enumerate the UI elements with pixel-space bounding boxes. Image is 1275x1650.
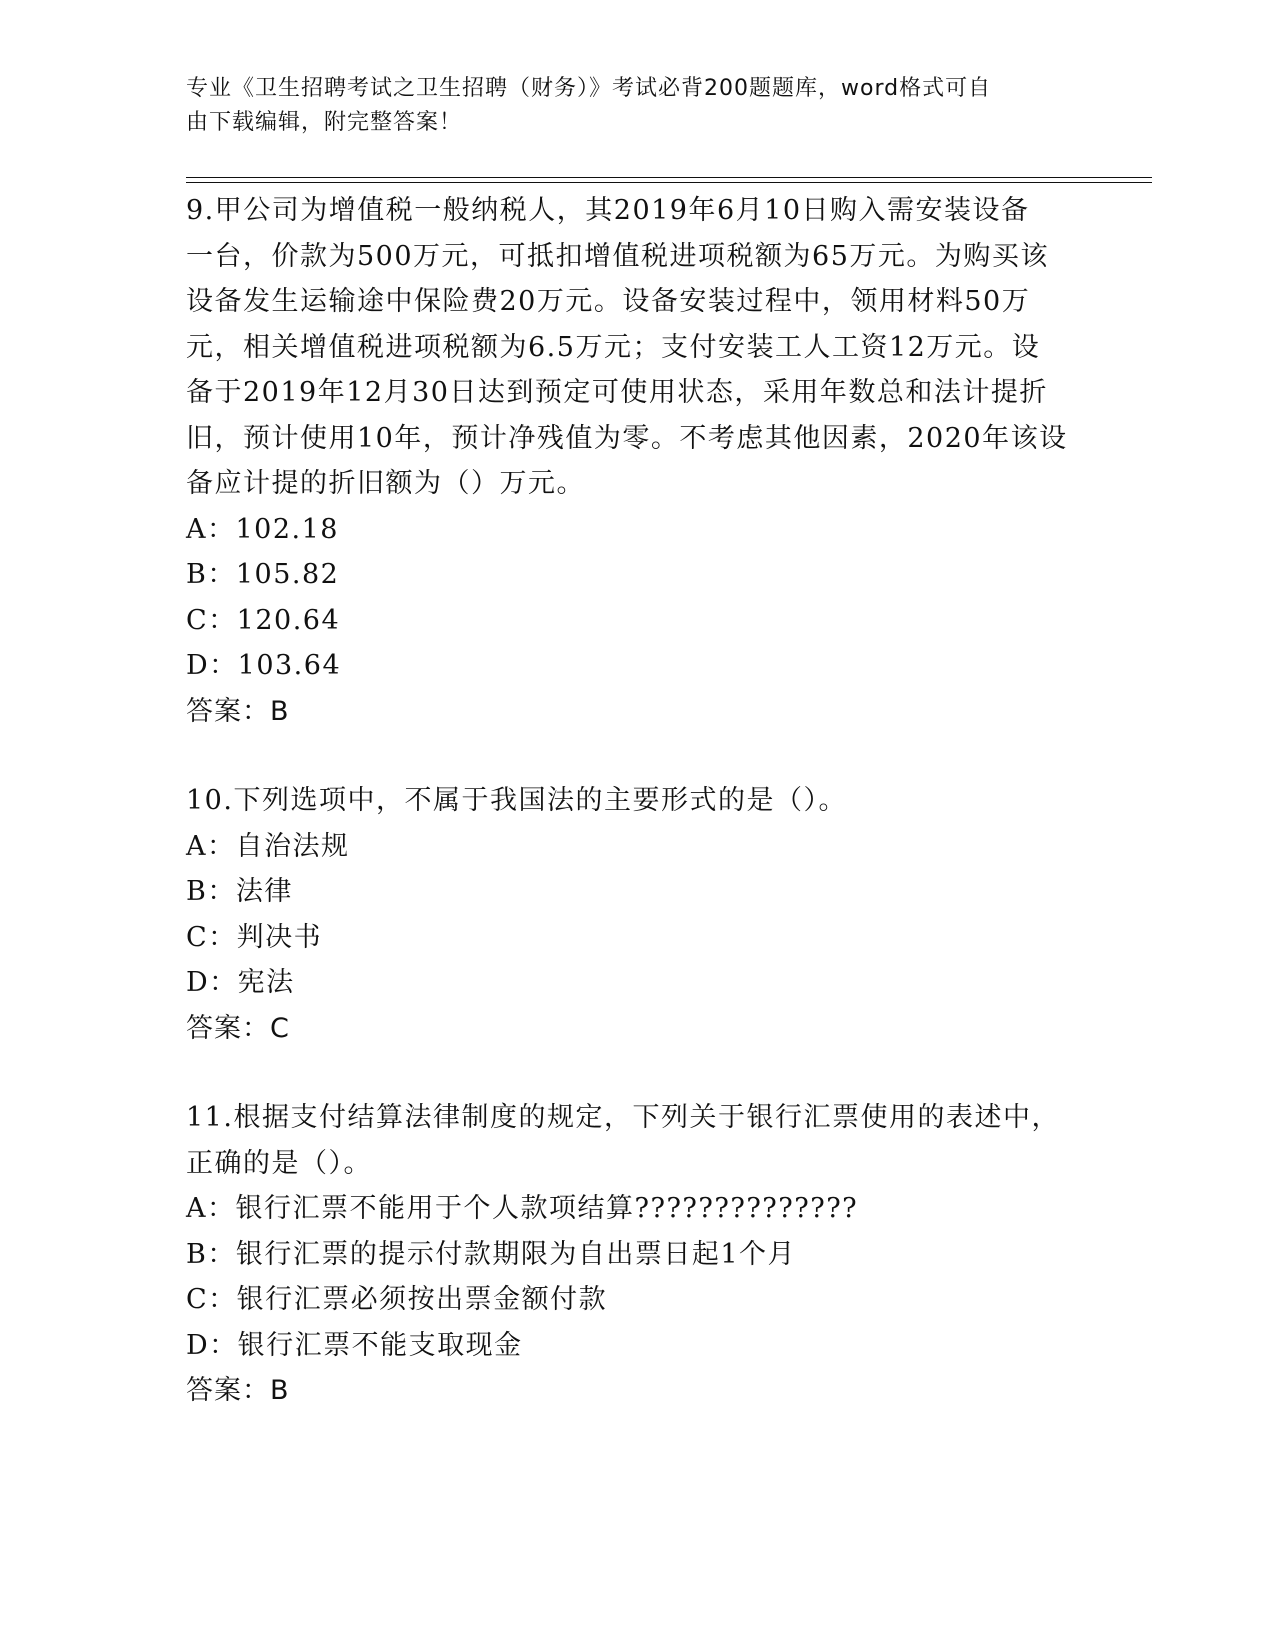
question-stem-line: 9.甲公司为增值税一般纳税人，其2019年6月10日购入需安装设备 [186, 195, 1030, 226]
header-line-1: 专业《卫生招聘考试之卫生招聘（财务）》考试必背200题题库，word格式可自 [186, 76, 992, 101]
question-stem-line: 备应计提的折旧额为（）万元。 [186, 468, 585, 499]
answer-option: A：银行汇票不能用于个人款项结算?????????????? [186, 1193, 859, 1224]
answer-option: A：102.18 [186, 513, 339, 545]
answer-option: D：宪法 [186, 967, 295, 998]
question-stem-line: 设备发生运输途中保险费20万元。设备安装过程中，领用材料50万 [186, 286, 1031, 317]
answer-option: C：银行汇票必须按出票金额付款 [186, 1284, 608, 1315]
question-stem-line: 正确的是（）。 [186, 1147, 372, 1179]
header-divider-top [186, 177, 1152, 178]
question-block [186, 188, 1086, 734]
question-stem-line: 旧，预计使用10年，预计净残值为零。不考虑其他因素，2020年该设 [186, 422, 1068, 454]
answer-option: C：判决书 [186, 921, 323, 953]
question-block [186, 778, 1086, 1051]
header-line-2: 由下载编辑，附完整答案！ [186, 110, 463, 135]
document-header [186, 72, 1066, 140]
question-stem-line: 备于2019年12月30日达到预定可使用状态，采用年数总和法计提折 [186, 377, 1048, 408]
question-stem-line: 10.下列选项中，不属于我国法的主要形式的是（）。 [186, 785, 847, 816]
answer-key: 答案：B [186, 695, 290, 727]
answer-option: B：105.82 [186, 559, 340, 590]
answer-option: D：银行汇票不能支取现金 [186, 1329, 523, 1361]
question-list [186, 188, 1086, 1458]
question-stem-line: 一台，价款为500万元，可抵扣增值税进项税额为65万元。为购买该 [186, 240, 1049, 272]
header-divider-bottom [186, 182, 1152, 183]
question-block [186, 1095, 1086, 1414]
answer-key: 答案：B [186, 1375, 290, 1406]
answer-option: B：法律 [186, 876, 293, 907]
question-stem-line: 11.根据支付结算法律制度的规定，下列关于银行汇票使用的表述中， [186, 1102, 1060, 1133]
answer-key: 答案：C [186, 1012, 290, 1044]
answer-option: A：自治法规 [186, 830, 350, 862]
answer-option: B：银行汇票的提示付款期限为自出票日起1个月 [186, 1238, 797, 1270]
answer-option: C：120.64 [186, 604, 341, 636]
question-stem-line: 元，相关增值税进项税额为6.5万元；支付安装工人工资12万元。设 [186, 331, 1041, 363]
answer-option: D：103.64 [186, 650, 342, 681]
